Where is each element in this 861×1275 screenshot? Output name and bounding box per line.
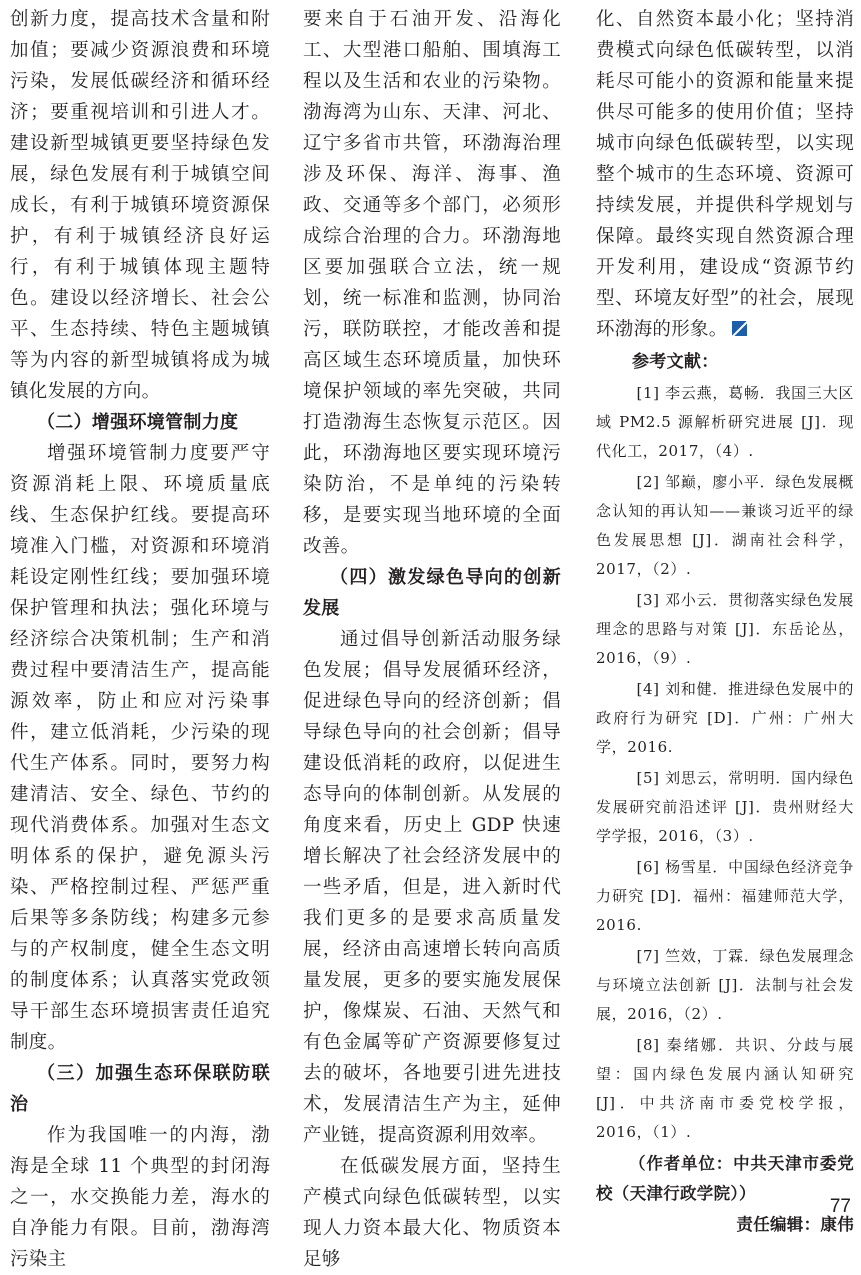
section-heading: （三）加强生态环保联防联治 — [10, 1063, 270, 1115]
references-title: 参考文献： — [632, 352, 719, 372]
column-1 — [10, 4, 270, 1275]
reference-item: [2] 邹巅，廖小平．绿色发展概念认知的再认知——兼谈习近平的绿色发展思想 [J]．湖南社会科学，2017，（2）. — [596, 473, 854, 578]
reference-item: [1] 李云燕，葛畅．我国三大区域 PM2.5 源解析研究进展 [J]．现代化工，2017，（4）. — [596, 384, 854, 460]
paragraph: 在低碳发展方面，坚持生产模式向绿色低碳转型，以实现人力资本最大化、物质资本足够 — [303, 1156, 561, 1270]
column-2 — [303, 4, 561, 1275]
paragraph: 作为我国唯一的内海，渤海是全球 11 个典型的封闭海之一，水交换能力差，海水的自净能力有限。目前，渤海湾污染主 — [10, 1125, 270, 1270]
responsible-editor: 责任编辑：康伟 — [736, 1215, 854, 1234]
reference-list — [596, 379, 854, 1147]
section-heading: （四）激发绿色导向的创新发展 — [303, 567, 561, 619]
column-3 — [596, 4, 854, 1241]
reference-item: [3] 邓小云．贯彻落实绿色发展理念的思路与对策 [J]．东岳论丛，2016，（9）. — [596, 591, 854, 667]
section-heading: （二）增强环境管制力度 — [37, 412, 239, 433]
reference-item: [7] 竺效，丁霖．绿色发展理念与环境立法创新 [J]．法制与社会发展，2016，（2）. — [596, 947, 854, 1023]
paragraph: 创新力度，提高技术含量和附加值；要减少资源浪费和环境污染，发展低碳经济和循环经济；要重视培训和引进人才。建设新型城镇更要坚持绿色发展，绿色发展有利于城镇空间成长，有利于城镇环境资源保护，有利于城镇经济良好运行，有利于城镇体现主题特色。建设以经济增长、社会公平、生态持续、特色主题城镇等为内容的新型城镇将成为城镇化发展的方向。 — [10, 9, 270, 402]
paragraph-text: 化、自然资本最小化；坚持消费模式向绿色低碳转型，以消耗尽可能小的资源和能量来提供尽可能多的使用价值；坚持城市向绿色低碳转型，以实现整个城市的生态环境、资源可持续发展，并提供科学规划与保障。最终实现自然资源合理开发利用，建设成“资源节约型、环境友好型”的社会，展现环渤海的形象。 — [596, 9, 854, 340]
paragraph: 要来自于石油开发、沿海化工、大型港口船舶、围填海工程以及生活和农业的污染物。渤海湾为山东、天津、河北、辽宁多省市共管，环渤海治理涉及环保、海洋、海事、渔政、交通等多个部门，必须形成综合治理的合力。环渤海地区要加强联合立法，统一规划，统一标准和监测，协同治污，联防联控，才能改善和提高区域生态环境质量，加快环境保护领域的率先突破，共同打造渤海生态恢复示范区。因此，环渤海地区要实现环境污染防治，不是单纯的污染转移，是要实现当地环境的全面改善。 — [303, 9, 561, 557]
author-affiliation: （作者单位：中共天津市委党校（天津行政学院）） — [596, 1154, 854, 1203]
reference-item: [5] 刘思云，常明明．国内绿色发展研究前沿述评 [J]．贵州财经大学学报，2016，（3）. — [596, 769, 854, 845]
reference-item: [8] 秦绪娜．共识、分歧与展望：国内绿色发展内涵认知研究 [J]．中共济南市委党校学报，2016，（1）. — [596, 1036, 854, 1141]
reference-item: [4] 刘和健．推进绿色发展中的政府行为研究 [D]．广州：广州大学，2016. — [596, 680, 854, 756]
end-mark-icon — [732, 321, 747, 336]
paragraph — [596, 4, 854, 345]
paragraph: 增强环境管制力度要严守资源消耗上限、环境质量底线、生态保护红线。要提高环境准入门槛，对资源和环境消耗设定刚性红线；要加强环境保护管理和执法；强化环境与经济综合决策机制；生产和消费过程中要清洁生产，提高能源效率，防止和应对污染事件，建立低消耗，少污染的现代生产体系。同时，要努力构建清洁、安全、绿色、节约的现代消费体系。加强对生态文明体系的保护，避免源头污染、严格控制过程、严惩严重后果等多条防线；构建多元参与的产权制度，健全生态文明的制度体系；认真落实党政领导干部生态环境损害责任追究制度。 — [10, 443, 270, 1053]
paragraph: 通过倡导创新活动服务绿色发展；倡导发展循环经济，促进绿色导向的经济创新；倡导绿色导向的社会创新；倡导建设低消耗的政府，以促进生态导向的体制创新。从发展的角度来看，历史上 GDP 快速增长解决了社会经济发展中的一些矛盾，但是，进入新时代我们更多的是要求高质量发展，经济由高速增长转向高质量发展，更多的要实施发展保护，像煤炭、石油、天然气和有色金属等矿产资源要修复过去的破坏，各地要引进先进技术，发展清洁生产为主，延伸产业链，提高资源利用效率。 — [303, 629, 561, 1146]
reference-item: [6] 杨雪星．中国绿色经济竞争力研究 [D]．福州：福建师范大学，2016. — [596, 858, 854, 934]
page-number: 77 — [829, 1196, 851, 1217]
